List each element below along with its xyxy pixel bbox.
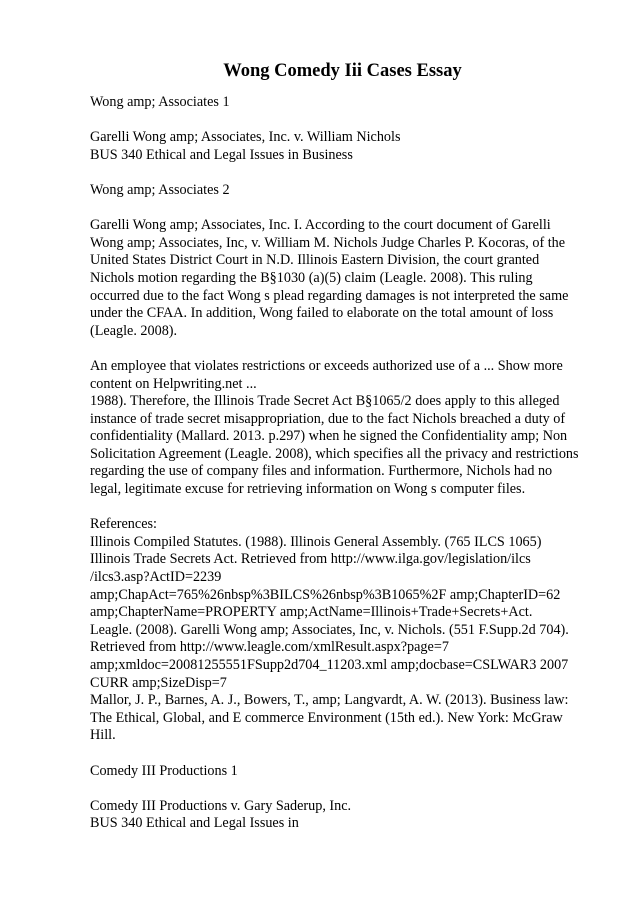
text-line: instance of trade secret misappropriation, due to the fact Nichols breached a duty of	[90, 410, 566, 427]
text-line: Garelli Wong amp; Associates, Inc. I. According to the court document of Garelli	[90, 217, 551, 234]
text-line: confidentiality (Mallard. 2013. p.297) when he signed the Confidentiality amp; Non	[90, 428, 568, 445]
text-line: The Ethical, Global, and E commerce Environment (15th ed.). New York: McGraw	[90, 709, 563, 726]
text-line: BUS 340 Ethical and Legal Issues in	[90, 815, 299, 832]
text-line: Garelli Wong amp; Associates, Inc. v. William Nichols	[90, 129, 401, 146]
text-line: Illinois Compiled Statutes. (1988). Illinois General Assembly. (765 ILCS 1065)	[90, 533, 542, 550]
paragraph	[90, 516, 595, 745]
text-line: United States District Court in N.D. Illinois Eastern Division, the court granted	[90, 252, 540, 269]
text-line: Solicitation Agreement (Leagle. 2008), which specifies all the privacy and restrictions	[90, 445, 579, 462]
text-line: Wong amp; Associates, Inc, v. William M. Nichols Judge Charles P. Kocoras, of the	[90, 234, 566, 251]
paragraph	[90, 358, 595, 499]
text-line: content on Helpwriting.net ...	[90, 375, 257, 392]
paragraph	[90, 129, 595, 164]
text-line: /ilcs3.asp?ActID=2239	[90, 569, 222, 586]
paragraph	[90, 94, 595, 112]
document-body	[90, 94, 595, 833]
text-line: 1988). Therefore, the Illinois Trade Secret Act B§1065/2 does apply to this alleged	[90, 393, 560, 410]
paragraph	[90, 798, 595, 833]
text-line: legal, legitimate excuse for retrieving information on Wong s computer files.	[90, 481, 526, 498]
paragraph	[90, 182, 595, 200]
text-line: Wong amp; Associates 2	[90, 181, 230, 198]
text-line: Hill.	[90, 727, 116, 744]
text-line: An employee that violates restrictions or exceeds authorized use of a ... Show more	[90, 357, 563, 374]
text-line: Illinois Trade Secrets Act. Retrieved from http://www.ilga.gov/legislation/ilcs	[90, 551, 531, 568]
text-line: under the CFAA. In addition, Wong failed to elaborate on the total amount of loss	[90, 305, 554, 322]
paragraph	[90, 763, 595, 781]
document-page	[90, 60, 595, 851]
text-line: amp;xmldoc=20081255551FSupp2d704_11203.xml amp;docbase=CSLWAR3 2007	[90, 657, 569, 673]
text-line: amp;ChapAct=765%26nbsp%3BILCS%26nbsp%3B1065%2F amp;ChapterID=62	[90, 586, 561, 603]
text-line: occurred due to the fact Wong s plead regarding damages is not interpreted the same	[90, 287, 569, 304]
text-line: BUS 340 Ethical and Legal Issues in Business	[90, 146, 353, 163]
text-line: amp;ChapterName=PROPERTY amp;ActName=Illinois+Trade+Secrets+Act.	[90, 604, 533, 621]
text-line: Wong amp; Associates 1	[90, 94, 230, 110]
text-line: Comedy III Productions v. Gary Saderup, Inc.	[90, 797, 352, 814]
text-line: CURR amp;SizeDisp=7	[90, 674, 227, 691]
text-line: Nichols motion regarding the B§1030 (a)(5) claim (Leagle. 2008). This ruling	[90, 269, 533, 286]
text-line: References:	[90, 516, 157, 533]
text-line: Comedy III Productions 1	[90, 762, 238, 779]
text-line: Leagle. (2008). Garelli Wong amp; Associates, Inc, v. Nichols. (551 F.Supp.2d 704).	[90, 621, 569, 638]
document-title: Wong Comedy Iii Cases Essay	[223, 61, 462, 81]
text-line: regarding the use of company files and information. Furthermore, Nichols had no	[90, 463, 553, 480]
text-line: Retrieved from http://www.leagle.com/xmlResult.aspx?page=7	[90, 639, 449, 656]
text-line: Mallor, J. P., Barnes, A. J., Bowers, T., amp; Langvardt, A. W. (2013). Business law:	[90, 692, 569, 709]
text-line: (Leagle. 2008).	[90, 322, 178, 339]
paragraph	[90, 217, 595, 340]
